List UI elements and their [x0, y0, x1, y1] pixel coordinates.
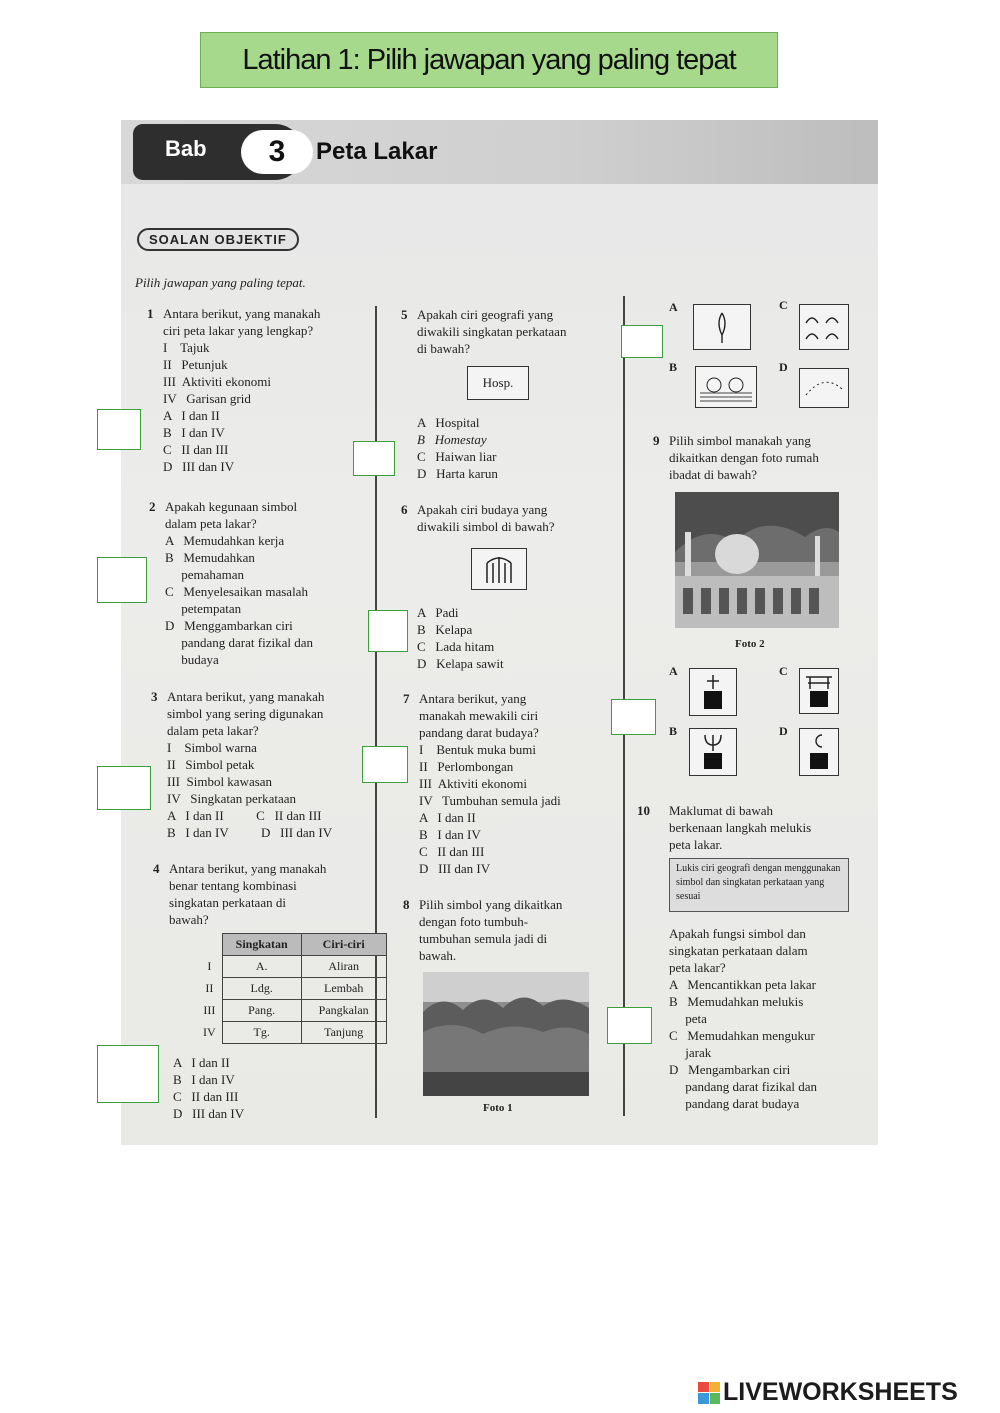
option: D III dan IV	[173, 1106, 245, 1121]
question-6-options	[417, 604, 617, 672]
option: B I dan IV	[163, 425, 225, 440]
question-stem: manakah mewakili ciri	[419, 708, 539, 723]
option: pandang darat fizikal dan	[165, 635, 313, 650]
option: D Mengambarkan ciri	[669, 1062, 791, 1077]
question-4	[153, 860, 379, 928]
hosp-abbreviation-symbol: Hosp.	[467, 366, 529, 400]
crop-symbol-icon	[471, 548, 527, 590]
liveworksheets-icon	[698, 1382, 720, 1404]
question-number: 9	[653, 433, 660, 448]
question-9	[653, 432, 849, 483]
question-number: 3	[151, 689, 158, 704]
hindu-temple-symbol-icon	[689, 728, 737, 776]
table-row	[197, 1022, 386, 1044]
abbreviation-table	[197, 933, 387, 1044]
question-stem: ciri peta lakar yang lengkap?	[163, 323, 314, 338]
table-row	[197, 956, 386, 978]
question-5-options	[417, 414, 617, 482]
question-stem: Antara berikut, yang manakah	[167, 689, 325, 704]
question-stem: dengan foto tumbuh-	[419, 914, 529, 929]
question-stem: Apakah ciri budaya yang	[417, 502, 548, 517]
photo-caption: Foto 1	[483, 1102, 513, 1114]
question-stem: Maklumat di bawah	[669, 803, 773, 818]
step-note-box: Lukis ciri geografi dengan menggunakan simbol dan singkatan perkataan yang sesuai	[669, 858, 849, 912]
table-cell: Tg.	[222, 1022, 301, 1044]
chapter-bab-label: Bab	[165, 136, 207, 161]
question-stem: bawah?	[169, 912, 209, 927]
option: A I dan II	[419, 810, 476, 825]
question-stem: Apakah fungsi simbol dan	[669, 926, 806, 941]
table-cell: Lembah	[301, 978, 386, 1000]
symbol-letter: C	[779, 298, 788, 312]
table-cell: Pang.	[222, 1000, 301, 1022]
symbol-letter: D	[779, 360, 788, 374]
question-number: 4	[153, 861, 160, 876]
option: A I dan II	[173, 1055, 230, 1070]
option: D Menggambarkan ciri	[165, 618, 293, 633]
question-number: 8	[403, 897, 410, 912]
option: B Homestay	[417, 432, 487, 447]
item: II Simbol petak	[167, 757, 255, 772]
option: D III dan IV	[163, 459, 235, 474]
item: III Aktiviti ekonomi	[419, 776, 527, 791]
table-cell: Pangkalan	[301, 1000, 386, 1022]
swamp-forest-symbol-icon	[695, 366, 757, 408]
question-stem: Pilih simbol manakah yang	[669, 433, 811, 448]
question-stem: simbol yang sering digunakan	[167, 706, 324, 721]
question-stem: Antara berikut, yang	[419, 691, 527, 706]
option: B I dan IV	[419, 827, 481, 842]
instruction-text: Pilih jawapan yang paling tepat.	[135, 275, 306, 290]
symbol-letter: B	[669, 724, 678, 738]
answer-box-q1[interactable]	[97, 409, 141, 450]
row-numeral: IV	[203, 1025, 216, 1039]
question-10-options	[669, 925, 859, 1112]
option: C Menyelesaikan masalah	[165, 584, 308, 599]
mosque-symbol-icon	[799, 728, 839, 776]
chapter-title: Peta Lakar	[316, 138, 438, 165]
answer-box-q5[interactable]	[353, 441, 395, 476]
answer-box-q6[interactable]	[368, 610, 408, 652]
liveworksheets-logo	[698, 1378, 958, 1407]
option: B I dan IV	[173, 1072, 235, 1087]
table-header: Singkatan	[222, 934, 301, 956]
question-stem: Pilih simbol yang dikaitkan	[419, 897, 563, 912]
worksheet-title: Latihan 1: Pilih jawapan yang paling tepat	[200, 32, 778, 88]
question-1	[147, 305, 373, 475]
answer-box-q7[interactable]	[362, 746, 408, 783]
question-8	[403, 896, 619, 964]
question-number: 2	[149, 499, 156, 514]
option: A Hospital	[417, 415, 480, 430]
option: C Memudahkan mengukur	[669, 1028, 815, 1043]
question-stem: peta lakar.	[669, 837, 723, 852]
table-cell: Tanjung	[301, 1022, 386, 1044]
item: IV Tumbuhan semula jadi	[419, 793, 561, 808]
question-10	[637, 802, 859, 853]
item: II Perlombongan	[419, 759, 514, 774]
answer-box-q10[interactable]	[607, 1007, 652, 1044]
brand-name: LIVEWORKSHEETS	[723, 1378, 958, 1406]
option: C Lada hitam	[417, 639, 495, 654]
option: B Memudahkan melukis	[669, 994, 804, 1009]
question-stem: bawah.	[419, 948, 457, 963]
option: pemahaman	[165, 567, 245, 582]
symbol-letter: A	[669, 664, 678, 678]
item: II Petunjuk	[163, 357, 228, 372]
table-row	[197, 978, 386, 1000]
item: IV Singkatan perkataan	[167, 791, 296, 806]
question-stem: benar tentang kombinasi	[169, 878, 297, 893]
question-stem: tumbuhan semula jadi di	[419, 931, 548, 946]
option: petempatan	[165, 601, 242, 616]
table-cell: Ldg.	[222, 978, 301, 1000]
option: pandang darat budaya	[669, 1096, 800, 1111]
item: I Simbol warna	[167, 740, 257, 755]
option: D Harta karun	[417, 466, 498, 481]
chapter-badge	[133, 124, 303, 180]
option: C II dan III	[173, 1089, 239, 1104]
option: B I dan IV D III dan IV	[167, 825, 333, 840]
item: IV Garisan grid	[163, 391, 251, 406]
answer-box-q2[interactable]	[97, 557, 147, 603]
option: jarak	[669, 1045, 712, 1060]
option: A Mencantikkan peta lakar	[669, 977, 816, 992]
row-numeral: I	[207, 959, 212, 973]
option: D Kelapa sawit	[417, 656, 504, 671]
answer-box-q4[interactable]	[97, 1045, 159, 1103]
symbol-letter: C	[779, 664, 788, 678]
photo-caption: Foto 2	[735, 638, 765, 650]
question-stem: dikaitkan dengan foto rumah	[669, 450, 819, 465]
tree-symbol-icon	[693, 304, 751, 350]
option: C II dan III	[163, 442, 229, 457]
section-label: SOALAN OBJEKTIF	[137, 228, 299, 251]
symbol-letter: D	[779, 724, 788, 738]
question-stem: di bawah?	[417, 341, 471, 356]
row-numeral: III	[203, 1003, 216, 1017]
question-number: 6	[401, 502, 408, 517]
question-stem: Antara berikut, yang manakah	[163, 306, 321, 321]
symbol-letter: B	[669, 360, 678, 374]
option: pandang darat fizikal dan	[669, 1079, 817, 1094]
question-stem: dalam peta lakar?	[165, 516, 257, 531]
item: III Simbol kawasan	[167, 774, 273, 789]
question-stem: diwakili singkatan perkataan	[417, 324, 567, 339]
question-stem: singkatan perkataan dalam	[669, 943, 808, 958]
question-stem: singkatan perkataan di	[169, 895, 286, 910]
item: I Bentuk muka bumi	[419, 742, 536, 757]
question-6	[401, 501, 617, 535]
option: B Memudahkan	[165, 550, 255, 565]
option: C Haiwan liar	[417, 449, 497, 464]
question-stem: ibadat di bawah?	[669, 467, 758, 482]
question-5	[401, 306, 617, 357]
question-stem: Apakah ciri geografi yang	[417, 307, 554, 322]
church-symbol-icon	[689, 668, 737, 716]
scrub-symbol-icon	[799, 368, 849, 408]
symbol-letter: A	[669, 300, 678, 314]
mosque-photo	[675, 492, 839, 628]
table-cell: Aliran	[301, 956, 386, 978]
option: C II dan III	[419, 844, 485, 859]
question-number: 5	[401, 307, 408, 322]
question-number: 7	[403, 691, 410, 706]
mangrove-photo	[423, 972, 589, 1096]
table-row	[197, 1000, 386, 1022]
option: peta	[669, 1011, 707, 1026]
question-stem: Apakah kegunaan simbol	[165, 499, 298, 514]
textbook-page-photo	[121, 120, 878, 1145]
question-stem: dalam peta lakar?	[167, 723, 259, 738]
question-2	[149, 498, 375, 668]
question-number: 1	[147, 306, 154, 321]
question-stem: Antara berikut, yang manakah	[169, 861, 327, 876]
grass-symbol-icon	[799, 304, 849, 350]
question-7	[403, 690, 619, 877]
table-header: Ciri-ciri	[301, 934, 386, 956]
option: A Padi	[417, 605, 459, 620]
answer-box-q3[interactable]	[97, 766, 151, 810]
question-number: 10	[637, 803, 650, 818]
option: A Memudahkan kerja	[165, 533, 285, 548]
option: A I dan II	[163, 408, 220, 423]
question-stem: pandang darat budaya?	[419, 725, 539, 740]
item: I Tajuk	[163, 340, 210, 355]
chinese-temple-symbol-icon	[799, 668, 839, 714]
question-4-options	[173, 1054, 353, 1122]
item: III Aktiviti ekonomi	[163, 374, 271, 389]
option: A I dan II C II dan III	[167, 808, 322, 823]
table-cell: A.	[222, 956, 301, 978]
answer-box-q8[interactable]	[621, 325, 663, 358]
question-stem: peta lakar?	[669, 960, 726, 975]
option: D III dan IV	[419, 861, 491, 876]
question-3	[151, 688, 377, 841]
question-stem: berkenaan langkah melukis	[669, 820, 812, 835]
question-stem: diwakili simbol di bawah?	[417, 519, 555, 534]
chapter-number: 3	[241, 130, 313, 174]
option: B Kelapa	[417, 622, 473, 637]
answer-box-q9[interactable]	[611, 699, 656, 735]
option: budaya	[165, 652, 219, 667]
row-numeral: II	[205, 981, 214, 995]
